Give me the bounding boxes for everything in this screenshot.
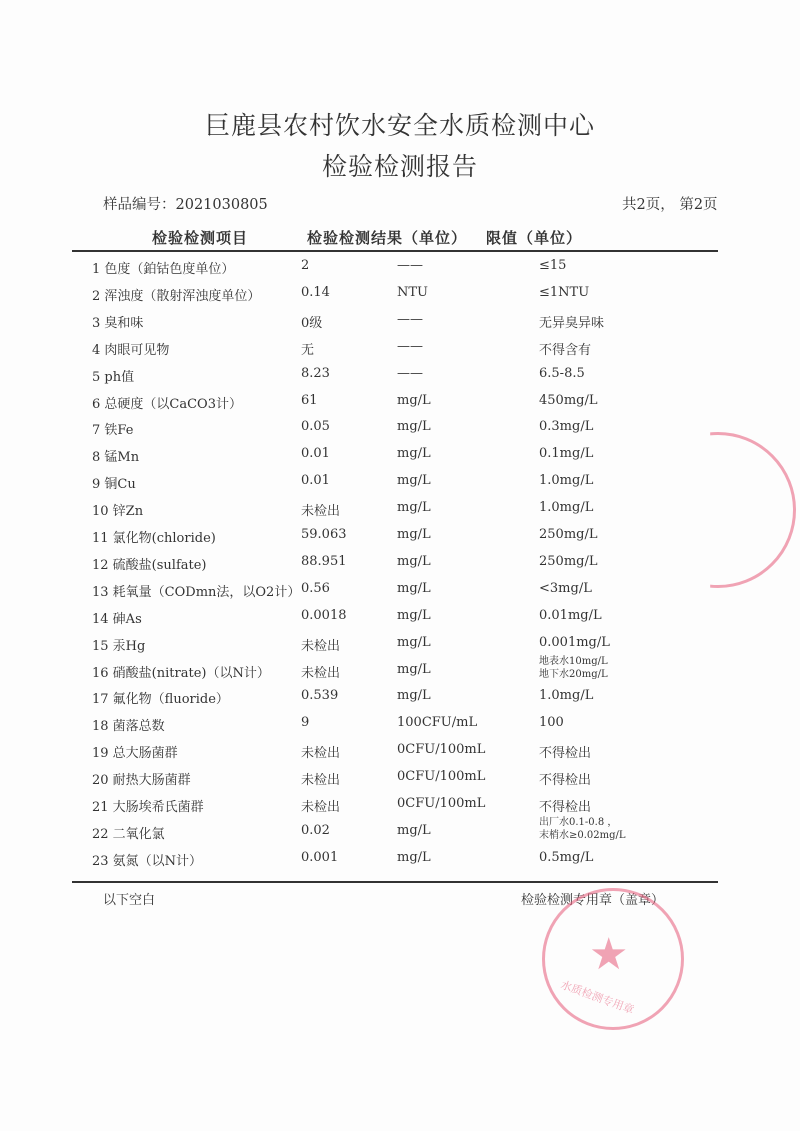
row-result: 未检出	[301, 665, 341, 681]
row-unit: mg/L	[397, 822, 431, 838]
row-unit: mg/L	[397, 580, 431, 596]
row-result: 未检出	[301, 638, 341, 654]
table-row	[0, 366, 800, 393]
table-bottom-rule	[72, 881, 718, 883]
org-title: 巨鹿县农村饮水安全水质检测中心	[204, 111, 595, 140]
row-item: 21 大肠埃希氏菌群	[92, 800, 204, 815]
row-unit: ——	[397, 258, 423, 273]
row-limit	[539, 816, 626, 842]
official-stamp	[542, 888, 684, 1030]
row-result: 88.951	[301, 553, 347, 569]
row-result: 未检出	[301, 773, 341, 789]
row-unit: ——	[397, 338, 423, 354]
table-row	[0, 258, 800, 285]
row-unit: 0CFU/100mL	[397, 742, 486, 758]
row-unit: mg/L	[397, 527, 431, 542]
row-unit: 100CFU/mL	[397, 715, 478, 731]
table-row	[0, 715, 800, 742]
row-item: 13 耗氧量（CODmn法，以O2计）	[92, 584, 301, 600]
table-row	[0, 554, 800, 581]
row-limit-line1: 地表水10mg/L	[539, 655, 608, 667]
row-item: 14 砷As	[92, 611, 142, 627]
row-unit: NTU	[397, 284, 429, 300]
row-result: 未检出	[301, 746, 341, 762]
row-limit: 1.0mg/L	[539, 500, 594, 516]
table-row	[0, 419, 800, 446]
row-limit: 0.5mg/L	[539, 849, 594, 865]
report-title: 检验检测报告	[321, 152, 478, 181]
table-row	[0, 608, 800, 635]
row-unit: mg/L	[397, 849, 431, 865]
row-unit: ——	[397, 365, 423, 381]
row-result: 0.0018	[301, 607, 347, 623]
row-limit: 1.0mg/L	[539, 473, 594, 489]
row-item: 8 锰Mn	[92, 450, 140, 466]
row-result: 0.05	[301, 419, 330, 435]
row-item: 22 二氧化氯	[92, 826, 165, 842]
row-result: 0级	[301, 315, 323, 331]
row-unit: mg/L	[397, 688, 431, 704]
table-row	[0, 850, 800, 877]
table-row	[0, 742, 800, 769]
row-unit: mg/L	[397, 634, 431, 650]
row-limit: 0.001mg/L	[539, 634, 610, 650]
table-row	[0, 473, 800, 500]
row-item: 1 色度（鉑钴色度单位）	[92, 262, 235, 277]
row-limit: 1.0mg/L	[539, 688, 594, 704]
row-item: 17 氟化物（fluoride）	[92, 692, 229, 708]
row-item: 5 ph值	[92, 369, 135, 385]
row-limit: 250mg/L	[539, 527, 598, 542]
row-limit-line2: 地下水20mg/L	[539, 668, 608, 680]
row-item: 10 锌Zn	[92, 504, 144, 520]
sample-number: 样品编号：2021030805	[103, 197, 268, 213]
row-item: 11 氯化物(chloride)	[92, 531, 216, 546]
row-result: 未检出	[301, 504, 341, 520]
row-limit: 不得含有	[539, 342, 592, 358]
row-limit-line1: 出厂水0.1-0.8 ，	[539, 816, 618, 828]
row-result: 0.14	[301, 284, 330, 300]
row-unit: mg/L	[397, 446, 431, 462]
row-item: 9 铜Cu	[92, 477, 136, 493]
row-unit: mg/L	[397, 473, 431, 489]
row-item: 6 总硬度（以CaCO3计）	[92, 396, 242, 412]
table-row	[0, 312, 800, 339]
row-item: 18 菌落总数	[92, 719, 165, 735]
row-result: 无	[301, 342, 315, 358]
row-limit: ≤15	[539, 258, 567, 273]
row-unit: mg/L	[397, 553, 431, 569]
table-row	[0, 446, 800, 473]
row-unit: mg/L	[397, 419, 431, 435]
column-header-item: 检验检测项目	[152, 229, 249, 247]
column-header-result: 检验检测结果（单位）	[307, 229, 468, 247]
row-limit: <3mg/L	[539, 580, 592, 596]
table-row	[0, 816, 800, 850]
row-limit: 0.1mg/L	[539, 446, 594, 462]
row-limit-line2: 末梢水≥0.02mg/L	[539, 829, 626, 841]
table-row	[0, 655, 800, 689]
row-item: 4 肉眼可见物	[92, 342, 170, 358]
row-result: 61	[301, 392, 318, 408]
row-unit: mg/L	[397, 392, 431, 408]
row-result: 8.23	[301, 365, 330, 381]
row-limit: 100	[539, 715, 564, 731]
row-result: 0.56	[301, 580, 330, 596]
table-row	[0, 581, 800, 608]
table-row	[0, 635, 800, 662]
table-top-rule	[72, 250, 718, 252]
row-unit: 0CFU/100mL	[397, 769, 486, 785]
table-row	[0, 393, 800, 420]
row-result: 0.001	[301, 849, 339, 865]
row-result: 未检出	[301, 800, 341, 815]
row-limit: 不得检出	[539, 800, 592, 815]
row-result: 59.063	[301, 527, 347, 542]
row-item: 19 总大肠菌群	[92, 746, 178, 762]
row-unit: ——	[397, 311, 423, 327]
row-item: 12 硫酸盐(sulfate)	[92, 557, 207, 573]
row-unit: mg/L	[397, 661, 431, 677]
row-item: 15 汞Hg	[92, 638, 146, 654]
row-item: 7 铁Fe	[92, 423, 134, 439]
row-item: 23 氨氮（以N计）	[92, 853, 203, 869]
row-limit: 250mg/L	[539, 553, 598, 569]
table-row	[0, 688, 800, 715]
blank-note: 以下空白	[103, 893, 156, 908]
row-item: 16 硝酸盐(nitrate)（以N计）	[92, 665, 270, 681]
row-limit	[539, 655, 608, 681]
row-result: 9	[301, 715, 310, 731]
row-limit: 450mg/L	[539, 392, 598, 408]
row-item: 20 耐热大肠菌群	[92, 773, 191, 789]
table-row	[0, 500, 800, 527]
row-item: 2 浑浊度（散射浑浊度单位）	[92, 288, 261, 304]
table-row	[0, 796, 800, 823]
row-limit: 不得检出	[539, 773, 592, 789]
row-result: 0.01	[301, 473, 330, 489]
page-info: 共2页， 第2页	[622, 197, 718, 213]
table-row	[0, 339, 800, 366]
column-header-limit: 限值（单位）	[486, 229, 583, 247]
row-result: 0.01	[301, 446, 330, 462]
row-unit: 0CFU/100mL	[397, 796, 486, 811]
stamp-star-icon: ★	[589, 929, 629, 980]
row-result: 2	[301, 258, 310, 273]
row-unit: mg/L	[397, 500, 431, 516]
row-limit: 不得检出	[539, 746, 592, 762]
row-limit: 0.3mg/L	[539, 419, 594, 435]
row-limit: ≤1NTU	[539, 284, 590, 300]
table-row	[0, 769, 800, 796]
row-result: 0.539	[301, 688, 339, 704]
stamp-inner-text: 水质检测专用章	[558, 978, 636, 1017]
stamp-label: 检验检测专用章（盖章）	[521, 893, 665, 908]
row-limit: 6.5-8.5	[539, 365, 585, 381]
table-row	[0, 285, 800, 312]
row-limit: 0.01mg/L	[539, 607, 602, 623]
row-item: 3 臭和味	[92, 315, 144, 331]
row-result: 0.02	[301, 822, 330, 838]
row-limit: 无异臭异味	[539, 315, 605, 331]
table-row	[0, 527, 800, 554]
row-unit: mg/L	[397, 607, 431, 623]
